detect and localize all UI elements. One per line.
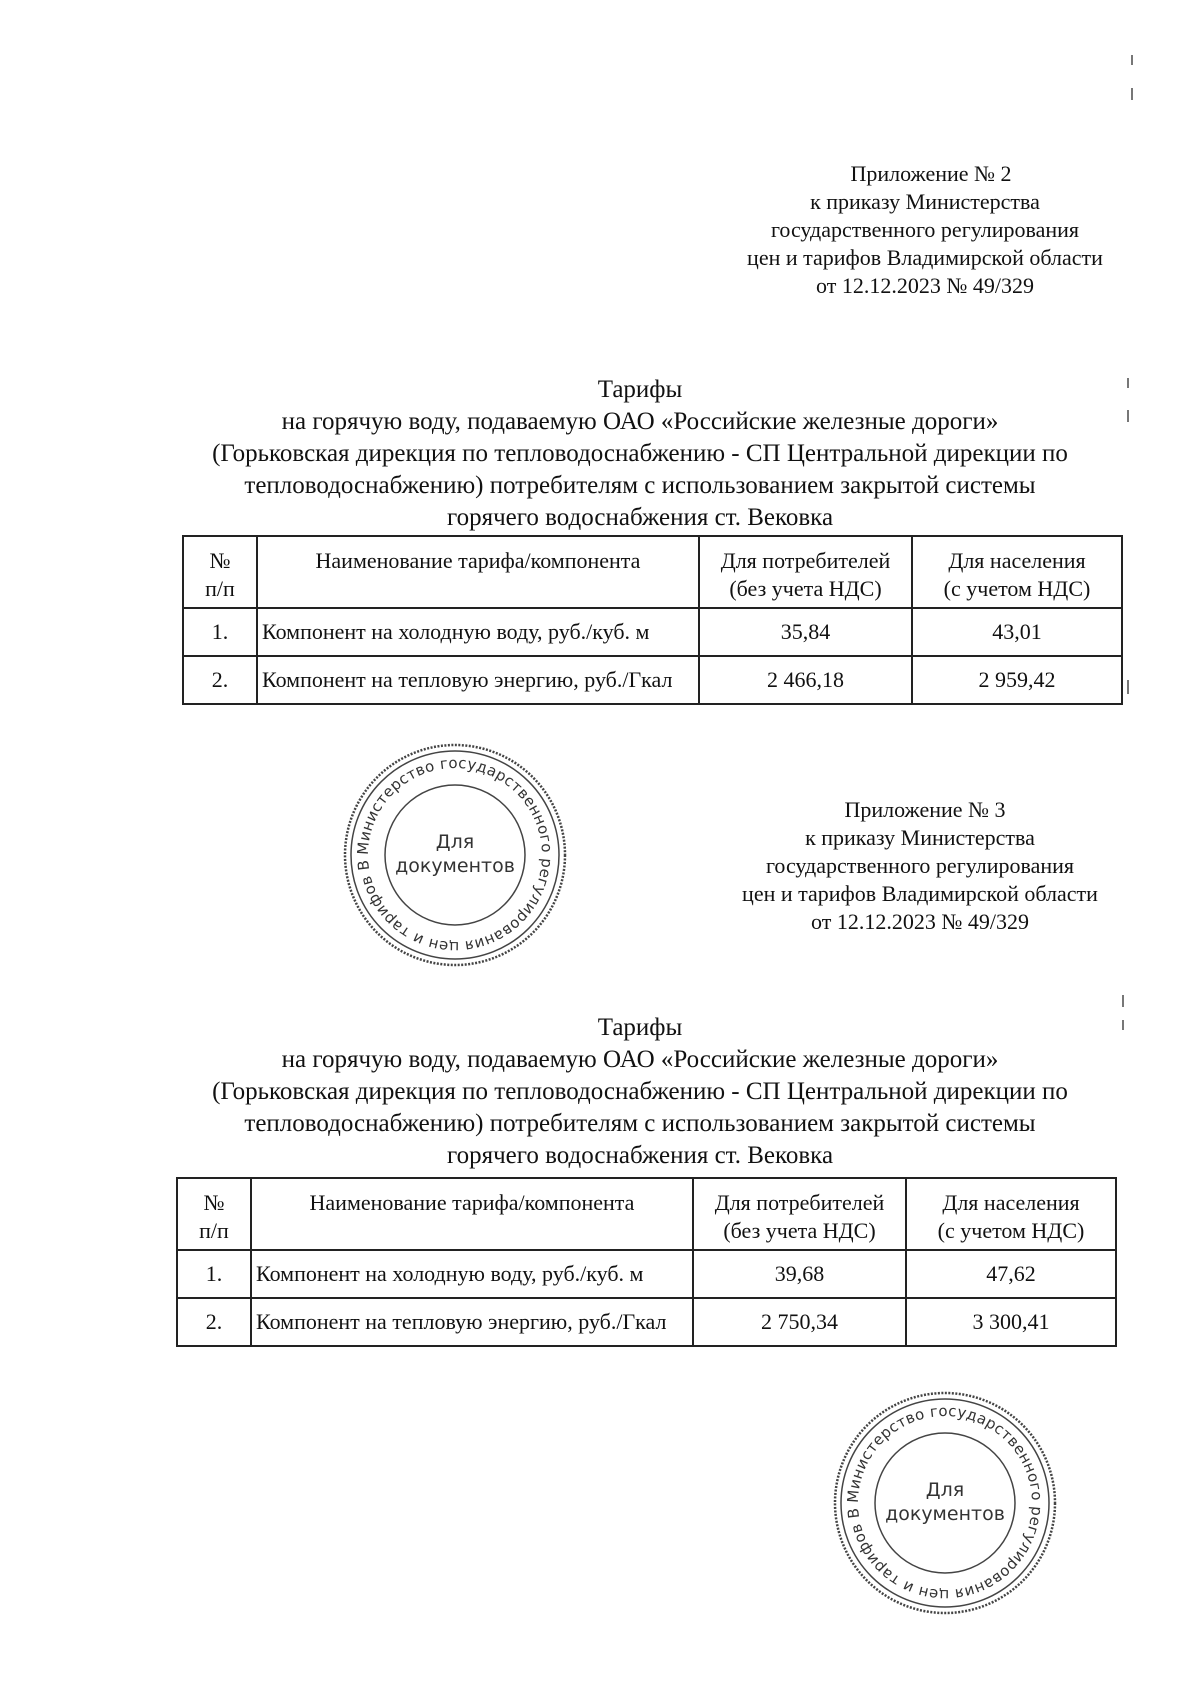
header-population: Для населения (с учетом НДС) (912, 536, 1122, 608)
stamp-center-text: Для документов (395, 831, 515, 877)
cell-population: 3 300,41 (906, 1298, 1116, 1346)
cell-num: 1. (177, 1250, 251, 1298)
table-row (177, 1298, 1116, 1346)
annex-line: от 12.12.2023 № 49/329 (816, 273, 1034, 298)
title-line: тепловодоснабжению) потребителям с использованием закрытой системы (244, 472, 1036, 499)
annex-header-2 (725, 796, 1115, 936)
header-consumers: Для потребителей (без учета НДС) (699, 536, 912, 608)
header-name: Наименование тарифа/компонента (251, 1178, 693, 1250)
cell-name: Компонент на холодную воду, руб./куб. м (257, 608, 699, 656)
scan-artifact (1127, 680, 1129, 694)
cell-num: 2. (183, 656, 257, 704)
tariff-title-1 (160, 374, 1120, 534)
table-row (183, 608, 1122, 656)
annex-line: государственного регулирования (765, 853, 1075, 878)
header-name: Наименование тарифа/компонента (257, 536, 699, 608)
scan-artifact (1127, 410, 1129, 422)
annex-line: к приказу Министерства (810, 189, 1040, 214)
annex-header-1 (730, 160, 1120, 300)
table-row (183, 656, 1122, 704)
annex-line: цен и тарифов Владимирской области (747, 245, 1103, 270)
cell-population: 2 959,42 (912, 656, 1122, 704)
annex-line: Приложение № 3 (844, 797, 1006, 822)
cell-name: Компонент на холодную воду, руб./куб. м (251, 1250, 693, 1298)
header-population: Для населения (с учетом НДС) (906, 1178, 1116, 1250)
table-row (177, 1250, 1116, 1298)
cell-num: 1. (183, 608, 257, 656)
header-num: № п/п (177, 1178, 251, 1250)
official-stamp (340, 740, 570, 970)
annex-line: государственного регулирования (770, 217, 1080, 242)
title-line: тепловодоснабжению) потребителям с использованием закрытой системы (244, 1110, 1036, 1137)
table-header-row (177, 1178, 1116, 1250)
annex-line: Приложение № 2 (850, 161, 1012, 186)
cell-consumers: 35,84 (699, 608, 912, 656)
annex-line: к приказу Министерства (805, 825, 1035, 850)
title-line: Тарифы (597, 1014, 683, 1041)
cell-name: Компонент на тепловую энергию, руб./Гкал (257, 656, 699, 704)
title-line: Тарифы (597, 376, 683, 403)
cell-num: 2. (177, 1298, 251, 1346)
stamp-ring-text: Министерство государственного регулирования цен и тарифов В (843, 1401, 1047, 1605)
title-line: на горячую воду, подаваемую ОАО «Российские железные дороги» (281, 408, 999, 435)
cell-population: 47,62 (906, 1250, 1116, 1298)
table-header-row (183, 536, 1122, 608)
annex-line: от 12.12.2023 № 49/329 (811, 909, 1029, 934)
scan-artifact (1122, 1020, 1124, 1030)
official-stamp (830, 1388, 1060, 1618)
title-line: (Горьковская дирекция по тепловодоснабжению - СП Центральной дирекции по (212, 1078, 1068, 1105)
tariff-table-1 (182, 535, 1123, 705)
stamp-ring-text: Министерство государственного регулирования цен и тарифов В (353, 753, 557, 957)
scan-artifact (1122, 995, 1124, 1007)
annex-line: цен и тарифов Владимирской области (742, 881, 1098, 906)
cell-consumers: 2 750,34 (693, 1298, 906, 1346)
title-line: на горячую воду, подаваемую ОАО «Российские железные дороги» (281, 1046, 999, 1073)
cell-consumers: 2 466,18 (699, 656, 912, 704)
stamp-center-text: Для документов (885, 1479, 1005, 1525)
header-num: № п/п (183, 536, 257, 608)
tariff-title-2 (160, 1012, 1120, 1172)
cell-population: 43,01 (912, 608, 1122, 656)
header-consumers: Для потребителей (без учета НДС) (693, 1178, 906, 1250)
title-line: (Горьковская дирекция по тепловодоснабжению - СП Центральной дирекции по (212, 440, 1068, 467)
scan-artifact (1131, 55, 1133, 65)
title-line: горячего водоснабжения ст. Вековка (446, 1142, 834, 1169)
scan-artifact (1131, 88, 1133, 100)
tariff-table-2 (176, 1177, 1117, 1347)
title-line: горячего водоснабжения ст. Вековка (446, 504, 834, 531)
scan-artifact (1127, 378, 1129, 388)
cell-name: Компонент на тепловую энергию, руб./Гкал (251, 1298, 693, 1346)
cell-consumers: 39,68 (693, 1250, 906, 1298)
